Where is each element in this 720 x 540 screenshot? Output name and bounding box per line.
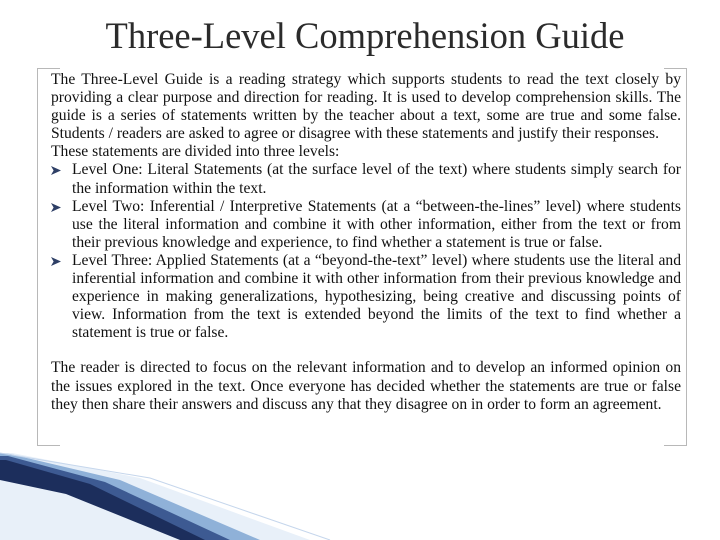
closing-paragraph: The reader is directed to focus on the relevant information and to develop an informed opinion on the issues explored in the text. Once everyone has decided whether the statements are true or false they then share their answers and discuss any that they disagree on in order to form an agreement.	[51, 359, 681, 413]
level-three-text: Level Three: Applied Statements (at a “beyond-the-text” level) where students use the literal and inferential information and combine it with other information from their previous knowledge and experience in making generalizations, hypothesizing, being creative and discussing points of view. Information from the text is extended beyond the limits of the text to find whether a statement is true or false.	[72, 251, 681, 342]
level-one-text: Level One: Literal Statements (at the surface level of the text) where students simply search for the information within the text.	[72, 161, 681, 197]
arrowhead-bullet-icon	[51, 257, 61, 266]
levels-list	[51, 161, 681, 342]
arrowhead-bullet-icon	[51, 203, 61, 212]
levels-intro: These statements are divided into three levels:	[51, 143, 340, 161]
level-one-item	[51, 161, 681, 197]
arrowhead-bullet-icon	[51, 166, 61, 175]
intro-paragraph: The Three-Level Guide is a reading strategy which supports students to read the text closely by providing a clear purpose and direction for reading. It is used to develop comprehension skills. The guide is a series of statements written by the teacher about a text, some are true and some false. Students / readers are asked to agree or disagree with these statements and justify their responses.	[51, 71, 681, 143]
level-three-item	[51, 252, 681, 342]
slide-title: Three-Level Comprehension Guide	[105, 15, 625, 56]
corner-swoosh-decoration	[0, 420, 720, 540]
level-two-item	[51, 198, 681, 252]
slide-body	[51, 71, 681, 414]
level-two-text: Level Two: Inferential / Interpretive Statements (at a “between-the-lines” level) where students use the literal information and combine it with other information, either from the text or from their previous knowledge and experience, to find whether a statement is true or false.	[72, 197, 681, 251]
